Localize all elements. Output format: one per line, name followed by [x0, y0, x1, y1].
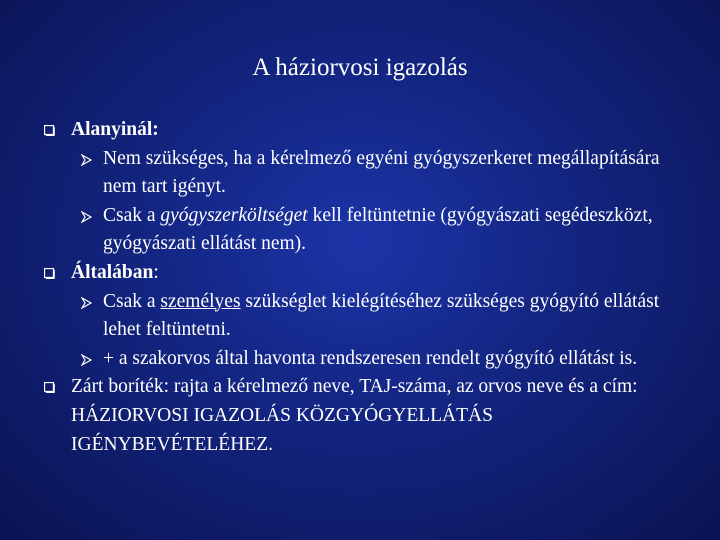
sub-bullet-item: [0, 288, 720, 345]
bullet-item-zart-boritek: [0, 373, 720, 459]
bullet-item-altalaban: [0, 259, 720, 288]
bullet-item-alanyinal: [0, 116, 720, 145]
hollow-square-icon: [44, 125, 55, 136]
hollow-square-icon: [44, 382, 55, 393]
sub-bullet-text: + a szakorvos által havonta rendszeresen rendelt gyógyító ellátást is.: [103, 347, 638, 369]
bullet-text: Zárt boríték: rajta a kérelmező neve, TAJ-száma, az orvos neve és a cím: HÁZIORVOSI IGAZOLÁS KÖZGYÓGYELLÁTÁS IGÉNYBEVÉTELÉHEZ.: [71, 376, 638, 455]
sub-bullet-item: [0, 202, 720, 259]
arrowhead-icon: [81, 211, 92, 223]
bullet-label: Alanyinál:: [71, 119, 159, 140]
sub-bullet-item: [0, 145, 720, 202]
sub-bullet-text-after: szükséglet kielégítéséhez szükséges gyógyító ellátást lehet feltüntetni.: [103, 290, 660, 341]
slide-title: A háziorvosi igazolás: [252, 54, 468, 81]
bullet-label-suffix: :: [153, 261, 159, 283]
sub-bullet-italic-term: gyógyszerköltséget: [160, 204, 308, 226]
sub-bullet-item: [0, 345, 720, 374]
bullet-list: [0, 116, 720, 459]
hollow-square-icon: [44, 268, 55, 279]
arrowhead-icon: [81, 297, 92, 309]
arrowhead-icon: [81, 154, 92, 166]
bullet-label: Általában: [71, 261, 154, 283]
sub-bullet-text: Nem szükséges, ha a kérelmező egyéni gyógyszerkeret megállapítására nem tart igényt.: [103, 147, 660, 198]
sub-bullet-underlined-term: személyes: [160, 290, 241, 312]
sub-bullet-text-before: Csak a: [103, 204, 161, 226]
arrowhead-icon: [81, 354, 92, 366]
sub-bullet-text-after: kell feltüntetnie (gyógyászati segédeszközt, gyógyászati ellátást nem).: [103, 204, 653, 255]
sub-bullet-text-before: Csak a: [103, 290, 161, 312]
